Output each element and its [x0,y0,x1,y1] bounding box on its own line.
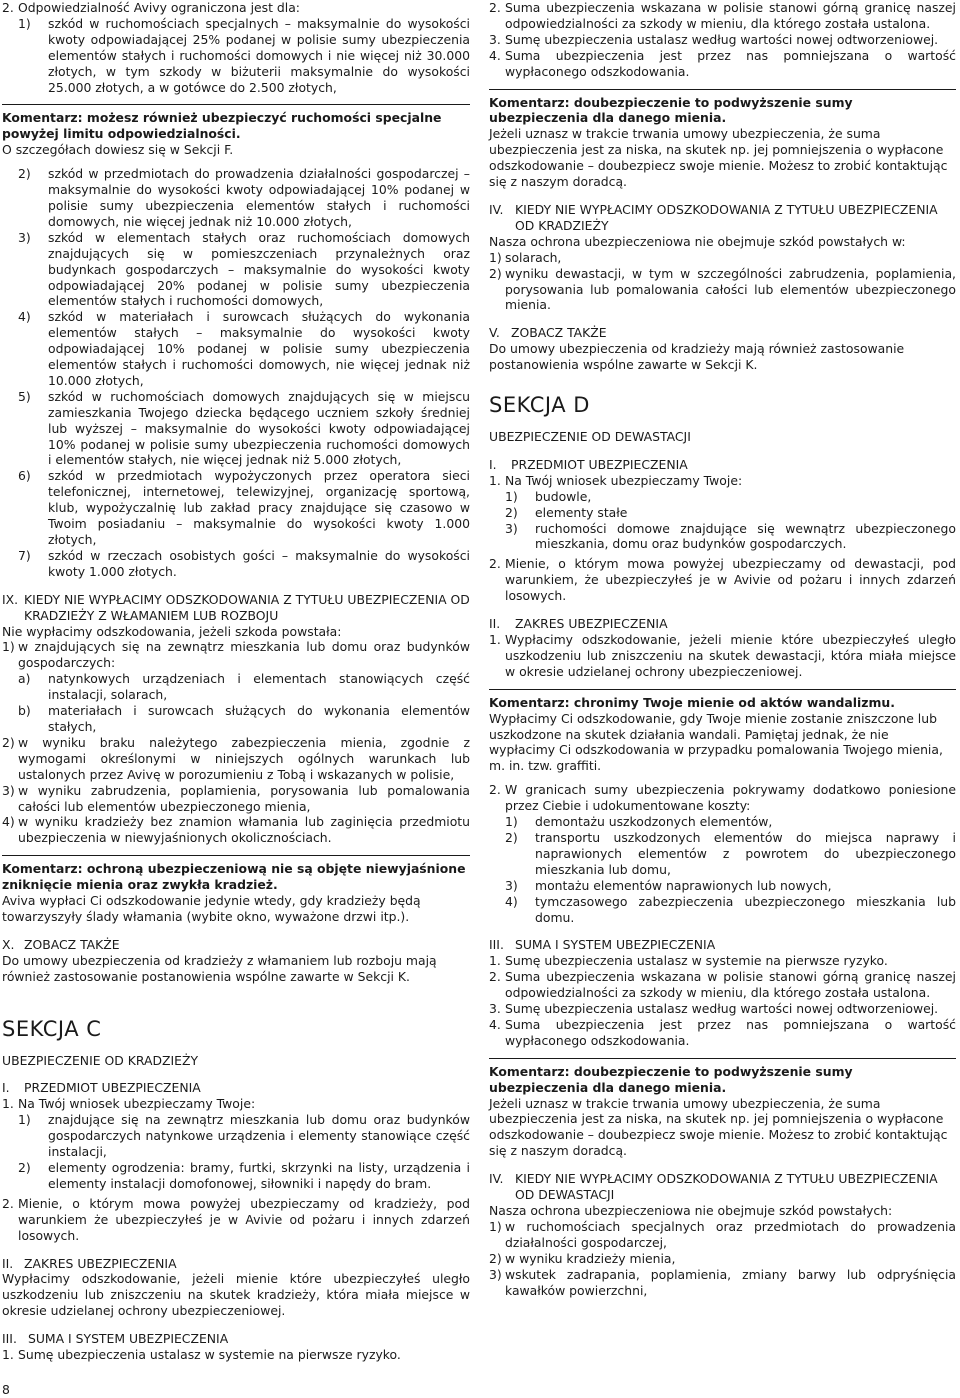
item-number: 1. [2,1096,14,1112]
item-text: W granicach sumy ubezpieczenia pokrywamy dodatkowo poniesione przez Ciebie i udokumentowane koszty: [505,782,956,814]
item-text: Mienie, o którym mowa powyżej ubezpieczamy od kradzieży, pod warunkiem że ubezpieczyłeś je w Avivie od pożaru i innych zdarzeń losowych. [18,1195,470,1243]
list-item [505,830,956,878]
list-item [489,1017,956,1049]
list-item [489,0,956,32]
item-text: wyniku dewastacji, w tym w szczególności zabrudzenia, poplamienia, porysowania lub pomalowania całości lub elementów ubezpieczonego mienia. [505,265,956,313]
item-number: 1) [505,488,518,504]
item-number: 3) [18,229,31,245]
item-text: solarach, [505,249,562,265]
list-item [2,639,470,671]
right-column [489,0,956,1298]
list-item [505,489,956,505]
item-number: 4. [489,1016,501,1032]
item-number: 2. [2,0,14,15]
item-text: Suma ubezpieczenia wskazana w polisie stanowi górną granicę naszej odpowiedzialności za szkody w mieniu, dla którego została ustalona. [505,969,956,1001]
item-number: 1. [489,632,501,647]
item-text: znajdujące się na zewnątrz mieszkania lub domu oraz budynków gospodarczych natynkowe urządzenia i elementy stanowiące część instalacji, [48,1112,470,1160]
section-c-subtitle: UBEZPIECZENIE OD KRADZIEŻY [2,1052,199,1068]
list-item [2,0,470,16]
list-item [2,814,470,846]
item-number: 1) [505,814,518,830]
item-number: 2) [18,166,31,182]
comment-title: Komentarz: doubezpieczenie to podwyższenie sumy ubezpieczenia dla danego mienia. [489,1063,853,1095]
section-number: IV. [489,201,504,217]
item-text: Na Twój wniosek ubezpieczamy Twoje: [18,1096,256,1112]
item-text: Sumę ubezpieczenia ustalasz według wartości nowej odtworzeniowej. [505,1001,939,1017]
list-item [489,953,956,969]
list-item [489,48,956,80]
list-item [18,230,470,310]
item-text: w wyniku kradzieży bez znamion włamania lub zaginięcia przedmiotu ubezpieczenia w niewyjaśnionych okolicznościach. [18,814,470,846]
section-d-title: SEKCJA D [489,393,590,418]
section-title: PRZEDMIOT UBEZPIECZENIA [511,456,688,472]
item-text: szkód w ruchomościach specjalnych – maksymalnie do wysokości kwoty odpowiadającej 25% podanej w polisie sumy ubezpieczenia elementów stałych i ruchomości domowych i nie więcej niż 30.000 złotych, w tym szkody w biżuterii maksymalnie do wysokości 25.000 złotych, a w gotówce do 2.500 złotych, [48,15,470,95]
section-heading [489,202,956,234]
list-item [18,468,470,548]
list-item [489,1251,956,1267]
item-number: 2) [2,734,15,750]
list-item [489,969,956,1001]
item-text: w wyniku kradzieży mienia, [505,1250,676,1266]
section-heading [489,457,956,473]
item-text: natynkowych urządzeniach i elementach stanowiących część instalacji, solarach, [48,671,470,703]
comment-title: Komentarz: ochroną ubezpieczeniową nie są objęte niewyjaśnione zniknięcie mienia oraz zwykła kradzież. [2,861,466,893]
list-item [489,556,956,604]
list-item [2,783,470,815]
section-title: KIEDY NIE WYPŁACIMY ODSZKODOWANIA Z TYTUŁU UBEZPIECZENIA OD DEWASTACJI [515,1171,938,1203]
comment-text: Jeżeli uznasz w trakcie trwania umowy ubezpieczenia, że suma ubezpieczenia jest za niska, na skutek np. jej pomniejszenia o wypłacone odszkodowanie – doubezpiecz swoje mienie. Możesz to zrobić kontaktując się z naszym doradcą. [489,126,948,190]
section-number: I. [2,1080,10,1096]
item-text: elementy ogrodzenia: bramy, furtki, skrzynki na listy, urządzenia i elementy instalacji domofonowej, siłowniki i napędy do bram. [48,1160,470,1191]
left-column [2,0,470,1363]
section-heading [489,937,956,953]
section-title: ZOBACZ TAKŻE [24,936,120,952]
item-text: materiałach i surowcach służących do wykonania elementów stałych, [48,703,470,734]
item-text: Sumę ubezpieczenia ustalasz według wartości nowej odtworzeniowej. [505,31,939,47]
section-intro: Nie wypłacimy odszkodowania, jeżeli szkoda powstała: [2,623,342,639]
section-title: SUMA I SYSTEM UBEZPIECZENIA [515,937,716,953]
item-number: 2. [489,782,501,798]
item-text: szkód w materiałach i surowcach służących do wykonania elementów stałych – maksymalnie do wysokości kwoty odpowiadającej 10% podanej w polisie sumy ubezpieczenia elementów stałych i ruchomości domowych, nie więcej jednak niż 10.000 złotych, [48,309,470,388]
item-text: Suma ubezpieczenia wskazana w polisie stanowi górną granicę naszej odpowiedzialności za szkody w mieniu, dla którego została ustalona. [505,0,956,31]
list-item [18,16,470,96]
comment-box [489,689,956,775]
item-number: 2) [505,504,518,520]
list-item [18,309,470,389]
item-text: szkód w ruchomościach domowych znajdujących się w miejscu zamieszkania Twojego dziecka będącego uczniem szkoły średniej lub wyższej – maksymalnie do wysokości kwoty odpowiadającej 10% podanej w polisie sumy ubezpieczenia ruchomości domowych i elementów stałych, nie więcej jednak niż 5.000 złotych, [48,388,470,468]
section-title: KIEDY NIE WYPŁACIMY ODSZKODOWANIA Z TYTUŁU UBEZPIECZENIA OD KRADZIEŻY Z WŁAMANIEM LUB ROZBOJU [24,591,470,623]
section-heading [489,1171,956,1203]
item-number: 1) [18,1112,31,1128]
item-number: 1) [18,15,31,31]
section-heading [2,592,470,624]
list-item [18,166,470,230]
section-heading [2,1080,470,1096]
item-text: Sumę ubezpieczenia ustalasz w systemie na pierwsze ryzyko. [505,953,888,969]
list-item [505,878,956,894]
comment-box [489,89,956,190]
section-number: I. [489,456,497,472]
list-item [489,782,956,814]
item-number: 6) [18,468,31,484]
section-title: PRZEDMIOT UBEZPIECZENIA [24,1080,201,1096]
item-number: 3. [489,1001,501,1017]
list-item [489,473,956,489]
section-heading [2,1256,470,1272]
item-text: transportu uszkodzonych elementów do miejsca naprawy i naprawionych elementów z powrotem do ubezpieczonego mieszkania lub domu, [535,829,956,877]
item-number: b) [18,703,31,719]
comment-title: Komentarz: możesz również ubezpieczyć ruchomości specjalne powyżej limitu odpowiedzialności. [2,110,442,142]
section-c-title: SEKCJA C [2,1016,102,1041]
comment-box [2,104,470,158]
item-text: szkód w elementach stałych oraz ruchomościach domowych znajdujących się w pomieszczeniach przynależnych oraz budynkach gospodarczych – maksymalnie do wysokości kwoty odpowiadającej 20% podanej w polisie sumy ubezpieczenia elementów stałych i ruchomości domowych, [48,229,470,309]
item-text: w znajdujących się na zewnątrz mieszkania lub domu oraz budynków gospodarczych: [18,639,470,671]
item-number: 2) [489,1250,502,1266]
comment-text: Aviva wypłaci Ci odszkodowanie jedynie wtedy, gdy kradzieży będą towarzyszyły ślady włamania (wybite okno, wyważone drzwi itp.). [2,893,421,924]
list-item [505,894,956,926]
item-number: 3) [2,782,15,798]
item-text: szkód w przedmiotach wypożyczonych przez operatora sieci telefonicznej, internetowej, telewizyjnej, organizację sportową, klub, wypożyczalnię lub zakład pracy znajdujące się czasowo w Twoim posiadaniu – maksymalnie do wysokości kwoty 1.000 złotych, [48,468,470,547]
list-item [2,1096,470,1112]
list-item [489,32,956,48]
list-item [18,548,470,580]
list-item [18,1160,470,1192]
section-number: II. [489,616,501,632]
section-number: II. [2,1255,14,1271]
item-text: szkód w rzeczach osobistych gości – maksymalnie do wysokości kwoty 1.000 złotych. [48,547,470,579]
item-text: Na Twój wniosek ubezpieczamy Twoje: [505,472,743,488]
item-number: 3) [505,877,518,893]
list-item [489,632,956,680]
list-item [18,1112,470,1160]
section-number: III. [489,937,504,953]
item-number: 4) [18,309,31,325]
item-number: 1. [489,953,501,969]
item-text: Wypłacimy odszkodowanie, jeżeli mienie które ubezpieczyłeś uległo uszkodzeniu lub zniszczeniu na skutek dewastacji, która miała miejsce w okresie udzielanej ochrony ubezpieczeniowej. [505,632,956,679]
section-number: IX. [2,591,19,607]
list-item [505,505,956,521]
comment-box [2,855,470,925]
item-number: 2. [489,0,501,15]
item-text: budowle, [535,488,592,504]
list-item [505,814,956,830]
section-text: Do umowy ubezpieczenia od kradzieży mają również zastosowanie postanowienia wspólne zawarte w Sekcji K. [489,341,905,373]
list-item [18,703,470,735]
section-number: X. [2,936,15,952]
comment-title: Komentarz: doubezpieczenie to podwyższenie sumy ubezpieczenia dla danego mienia. [489,94,853,126]
list-item [18,671,470,703]
item-number: 2) [489,265,502,281]
item-number: 1) [489,249,502,265]
section-d-subtitle: UBEZPIECZENIE OD DEWASTACJI [489,429,691,445]
item-number: 4) [505,893,518,909]
page-number: 8 [2,1382,10,1397]
section-title: ZAKRES UBEZPIECZENIA [515,616,668,632]
section-number: V. [489,325,500,341]
item-text: Odpowiedzialność Avivy ograniczona jest dla: [18,0,300,15]
list-item [505,521,956,553]
section-intro: Nasza ochrona ubezpieczeniowa nie obejmuje szkód powstałych: [489,1203,893,1218]
item-number: 2. [2,1195,14,1211]
section-title: KIEDY NIE WYPŁACIMY ODSZKODOWANIA Z TYTUŁU UBEZPIECZENIA OD KRADZIEŻY [515,201,938,233]
list-item [489,250,956,266]
item-text: Mienie, o którym mowa powyżej ubezpieczamy od dewastacji, pod warunkiem, że ubezpieczyłeś je w Avivie od pożaru i innych zdarzeń losowych. [505,556,956,604]
item-text: demontażu uszkodzonych elementów, [535,814,773,830]
item-number: 1. [489,472,501,488]
list-item [489,1267,956,1299]
item-text: w ruchomościach specjalnych oraz przedmiotach do prowadzenia działalności gospodarczej, [505,1218,956,1250]
section-title: ZOBACZ TAKŻE [511,325,607,341]
item-number: 4. [489,47,501,63]
section-heading [489,616,956,632]
item-text: szkód w przedmiotach do prowadzenia działalności gospodarczej – maksymalnie do wysokości kwoty odpowiadającej 10% podanej w polisie sumy ubezpieczenia elementów stałych i ruchomości domowych, nie więcej jednak niż 10.000 złotych, [48,166,470,229]
list-item [2,735,470,783]
list-item [489,1001,956,1017]
comment-text: O szczegółach dowiesz się w Sekcji F. [2,142,234,158]
item-text: w wyniku zabrudzenia, poplamienia, porysowania lub pomalowania całości lub elementów ubezpieczonego mienia, [18,782,470,814]
section-text: Wypłacimy odszkodowanie, jeżeli mienie które ubezpieczyłeś uległo uszkodzeniu lub zniszczeniu na skutek kradzieży, która miała miejsce w okresie udzielanej ochrony ubezpieczeniowej. [2,1271,470,1319]
item-number: 2) [505,829,518,845]
item-text: elementy stałe [535,504,628,520]
section-title: SUMA I SYSTEM UBEZPIECZENIA [28,1331,229,1347]
item-number: 3) [505,520,518,536]
comment-title: Komentarz: chronimy Twoje mienie od aktów wandalizmu. [489,694,895,710]
item-text: montażu elementów naprawionych lub nowych, [535,877,832,893]
comment-text: Wypłacimy Ci odszkodowanie, gdy Twoje mienie zostanie zniszczone lub uszkodzone na skutek działania wandali. Pamiętaj jednak, że nie wypłacimy Ci odszkodowania w przypadku pomalowania Twojego mienia, m. in. tzw. graffiti. [489,710,943,774]
section-number: IV. [489,1171,504,1187]
section-number: III. [2,1331,17,1347]
section-title: ZAKRES UBEZPIECZENIA [24,1255,177,1271]
section-heading [2,937,470,953]
item-number: 5) [18,388,31,404]
section-intro: Nasza ochrona ubezpieczeniowa nie obejmuje szkód powstałych w: [489,233,906,249]
item-number: 1) [2,639,15,655]
item-text: tymczasowego zabezpieczenia ubezpieczonego mieszkania lub domu. [535,893,956,925]
item-number: 2. [489,556,501,572]
item-number: 1) [489,1218,502,1234]
item-text: w wyniku braku należytego zabezpieczenia mienia, zgodnie z wymogami określonymi w niniejszych ogólnych warunkach lub ustalonych przez Avivę w porozumieniu z Tobą i wskazanych w polisie, [18,734,470,782]
comment-text: Jeżeli uznasz w trakcie trwania umowy ubezpieczenia, że suma ubezpieczenia jest za niska, na skutek np. jej pomniejszenia o wypłacone odszkodowanie – doubezpiecz swoje mienie. Możesz to zrobić kontaktując się z naszym doradcą. [489,1095,948,1159]
section-heading [2,1331,470,1347]
item-text: wskutek zadrapania, poplamienia, zmiany barwy lub odpryśnięcia kawałków powierzchni, [505,1266,956,1298]
comment-box [489,1058,956,1159]
list-item [489,1219,956,1251]
item-number: 7) [18,547,31,563]
item-text: Suma ubezpieczenia jest przez nas pomniejszana o wartość wypłaconego odszkodowania. [505,1016,956,1048]
item-text: Suma ubezpieczenia jest przez nas pomniejszana o wartość wypłaconego odszkodowania. [505,47,956,79]
item-text: ruchomości domowe znajdujące się wewnątrz ubezpieczonego mieszkania, domu oraz budynków gospodarczych. [535,520,956,552]
item-number: 3) [489,1266,502,1282]
section-heading [489,325,956,341]
item-number: a) [18,671,31,687]
item-number: 4) [2,814,15,830]
item-number: 3. [489,31,501,47]
item-number: 2) [18,1160,31,1175]
item-number: 1. [2,1347,14,1363]
list-item [2,1196,470,1244]
list-item [18,389,470,469]
section-text: Do umowy ubezpieczenia od kradzieży z włamaniem lub rozboju mają również zastosowanie postanowienia wspólne zawarte w Sekcji K. [2,952,437,984]
list-item [2,1347,470,1363]
item-text: Sumę ubezpieczenia ustalasz w systemie na pierwsze ryzyko. [18,1347,401,1363]
item-number: 2. [489,969,501,985]
list-item [489,266,956,314]
